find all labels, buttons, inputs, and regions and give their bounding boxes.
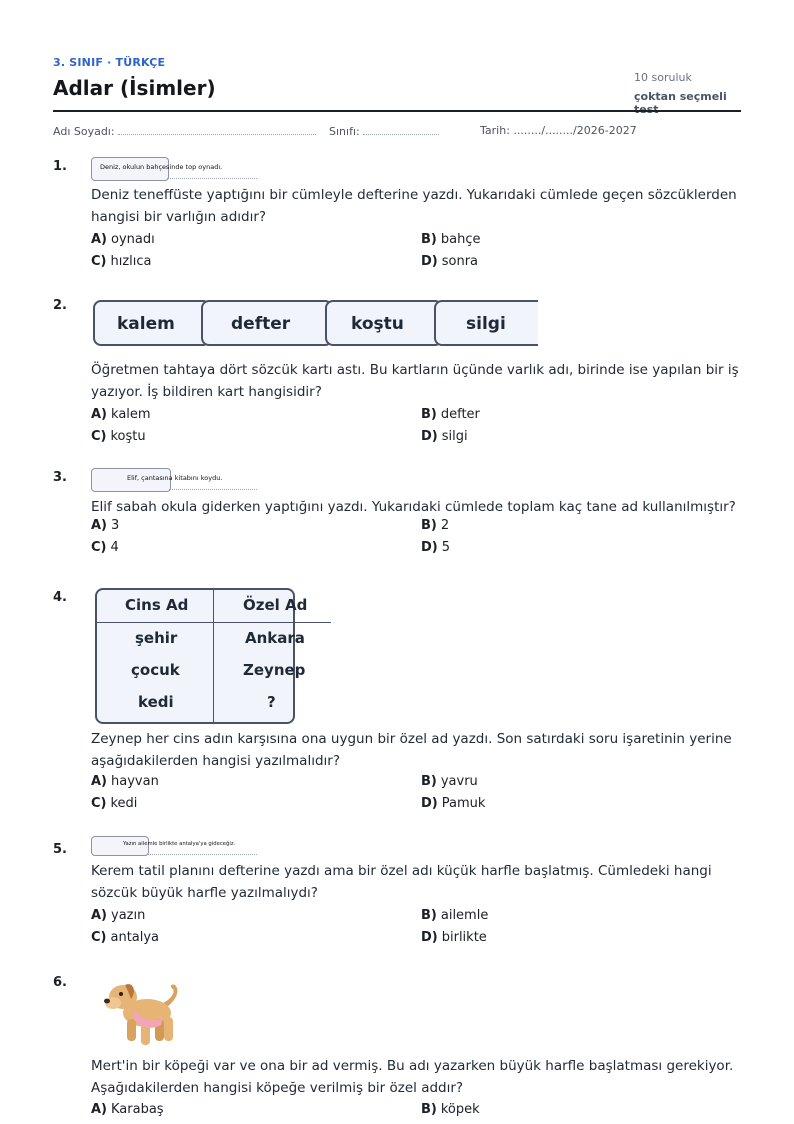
option-text: 2 [440,518,450,533]
strip-line [169,489,257,490]
name-blank[interactable] [118,124,316,135]
option-text: koştu [110,429,146,444]
table-cell: Zeynep [243,661,306,679]
option-text: oynadı [111,232,155,247]
student-info-row [53,124,741,140]
table-cell: çocuk [131,661,180,679]
option-d[interactable] [421,930,487,945]
option-text: köpek [440,1102,480,1117]
word-card [93,300,211,346]
option-d[interactable] [421,429,468,444]
option-text: 5 [441,540,451,555]
name-field[interactable] [53,124,316,138]
option-a[interactable] [91,407,151,422]
sentence-strip [91,468,741,490]
table-cell: kedi [138,693,174,711]
strip-sentence: Yazın ailemle birlikte antalya'ya gideceğiz. [123,841,236,847]
question-stem: Elif sabah okula giderken yaptığını yazdı. Yukarıdaki cümlede toplam kaç tane ad kullanılmıştır? [91,499,736,515]
table-header-divider [95,622,331,623]
option-text: yazın [111,908,146,923]
option-text: yavru [440,774,478,789]
option-letter: C) [91,540,107,555]
option-letter: C) [91,429,107,444]
option-letter: C) [91,254,107,269]
answer-options [91,1102,741,1124]
class-field[interactable] [329,124,439,138]
answer-options [91,908,741,952]
option-letter: A) [91,232,108,247]
option-a[interactable] [91,232,155,247]
option-text: silgi [441,429,468,444]
sentence-strip [91,836,741,856]
option-letter: A) [91,518,108,533]
answer-options [91,407,741,451]
option-c[interactable] [91,796,137,811]
option-a[interactable] [91,518,119,533]
dog-illustration [101,977,197,1049]
answer-options [91,774,741,818]
strip-line [147,854,257,855]
option-text: Pamuk [441,796,486,811]
option-c[interactable] [91,930,159,945]
card-word: defter [231,314,291,334]
option-b[interactable] [421,407,480,422]
option-text: kedi [110,796,138,811]
card-word: kalem [117,314,175,334]
question-stem: Kerem tatil planını defterine yazdı ama bir özel adı küçük harfle başlatmış. Cümledeki hangi sözcük büyük harfle yazılmalıydı? [91,863,712,901]
question-body [91,468,741,562]
option-letter: B) [421,407,437,422]
option-letter: B) [421,232,437,247]
option-b[interactable] [421,232,480,247]
question-body [91,836,741,952]
question-number: 5. [53,842,67,857]
option-b[interactable] [421,518,449,533]
question-body [91,157,741,276]
test-type: çoktan seçmeli [634,90,727,103]
sentence-strip [91,157,741,179]
option-c[interactable] [91,540,119,555]
noun-table [91,588,741,722]
option-letter: C) [91,796,107,811]
option-d[interactable] [421,796,485,811]
question-body [91,588,741,818]
class-blank[interactable] [363,124,439,135]
option-text: birlikte [441,930,487,945]
question-body [91,300,741,451]
table-cell-missing: ? [267,693,276,711]
name-label: Adı Soyadı: [53,125,115,138]
option-text: 4 [110,540,119,555]
option-letter: B) [421,908,437,923]
option-text: hızlıca [110,254,152,269]
option-letter: D) [421,429,438,444]
class-label: Sınıfı: [329,125,360,138]
answer-options [91,518,741,562]
option-text: kalem [111,407,151,422]
question-stem: Öğretmen tahtaya dört sözcük kartı astı. Bu kartların üçünde varlık adı, birinde ise yapılan bir iş yazıyor. İş bildiren kart hangisidir? [91,362,739,400]
word-cards [91,300,741,350]
option-a[interactable] [91,774,159,789]
option-letter: D) [421,796,438,811]
option-letter: A) [91,407,108,422]
word-card [325,300,443,346]
table-cell: şehir [135,629,178,647]
option-letter: B) [421,774,437,789]
option-c[interactable] [91,254,152,269]
option-text: sonra [441,254,479,269]
option-letter: D) [421,930,438,945]
option-a[interactable] [91,1102,164,1117]
option-b[interactable] [421,1102,480,1117]
option-letter: C) [91,930,107,945]
question-number: 4. [53,590,67,605]
option-text: hayvan [111,774,159,789]
option-letter: A) [91,774,108,789]
card-word: koştu [351,314,404,334]
option-a[interactable] [91,908,145,923]
option-text: 3 [111,518,120,533]
option-text: defter [440,407,480,422]
question-count: 10 soruluk [634,71,692,84]
grade-subject-kicker: 3. SINIF · TÜRKÇE [53,56,166,69]
table-cell: Ankara [245,629,305,647]
question-stem: Zeynep her cins adın karşısına ona uygun bir özel ad yazdı. Son satırdaki soru işaretinin yerine aşağıdakilerden hangisi yazılmalıdır? [91,731,732,769]
question-number: 1. [53,159,67,174]
table-header-proper: Özel Ad [243,596,308,614]
option-text: bahçe [440,232,481,247]
question-stem: Mert'in bir köpeği var ve ona bir ad vermiş. Bu adı yazarken büyük harfle başlatması gerekiyor. Aşağıdakilerden hangisi köpeğe verilmiş bir özel addır? [91,1058,734,1096]
option-d[interactable] [421,540,450,555]
question-stem: Deniz teneffüste yaptığını bir cümleyle defterine yazdı. Yukarıdaki cümlede geçen sözcüklerden hangisi bir varlığın adıdır? [91,187,737,225]
question-body [91,977,741,1124]
option-d[interactable] [421,254,478,269]
word-card [201,300,333,346]
question-number: 6. [53,975,67,990]
option-letter: B) [421,1102,437,1117]
date-field[interactable]: Tarih: ......../......../2026-2027 [480,124,637,137]
card-word: silgi [466,314,506,334]
option-text: Karabaş [111,1102,164,1117]
table-header-common: Cins Ad [125,596,189,614]
option-text: antalya [110,930,160,945]
strip-sentence: Deniz, okulun bahçesinde top oynadı. [100,163,223,171]
option-letter: B) [421,518,437,533]
option-letter: D) [421,254,438,269]
option-letter: A) [91,1102,108,1117]
word-card [434,300,538,346]
header-divider [53,110,741,112]
question-number: 3. [53,470,67,485]
question-number: 2. [53,298,67,313]
strip-sentence: Elif, çantasına kitabını koydu. [127,474,223,482]
option-b[interactable] [421,774,478,789]
page-title: Adlar (İsimler) [53,76,216,100]
option-b[interactable] [421,908,488,923]
table-column-divider [213,588,214,722]
dog-icon [91,977,741,1049]
option-text: ailemle [440,908,489,923]
option-c[interactable] [91,429,146,444]
option-letter: A) [91,908,108,923]
strip-line [167,178,257,179]
option-letter: D) [421,540,438,555]
answer-options [91,232,741,276]
